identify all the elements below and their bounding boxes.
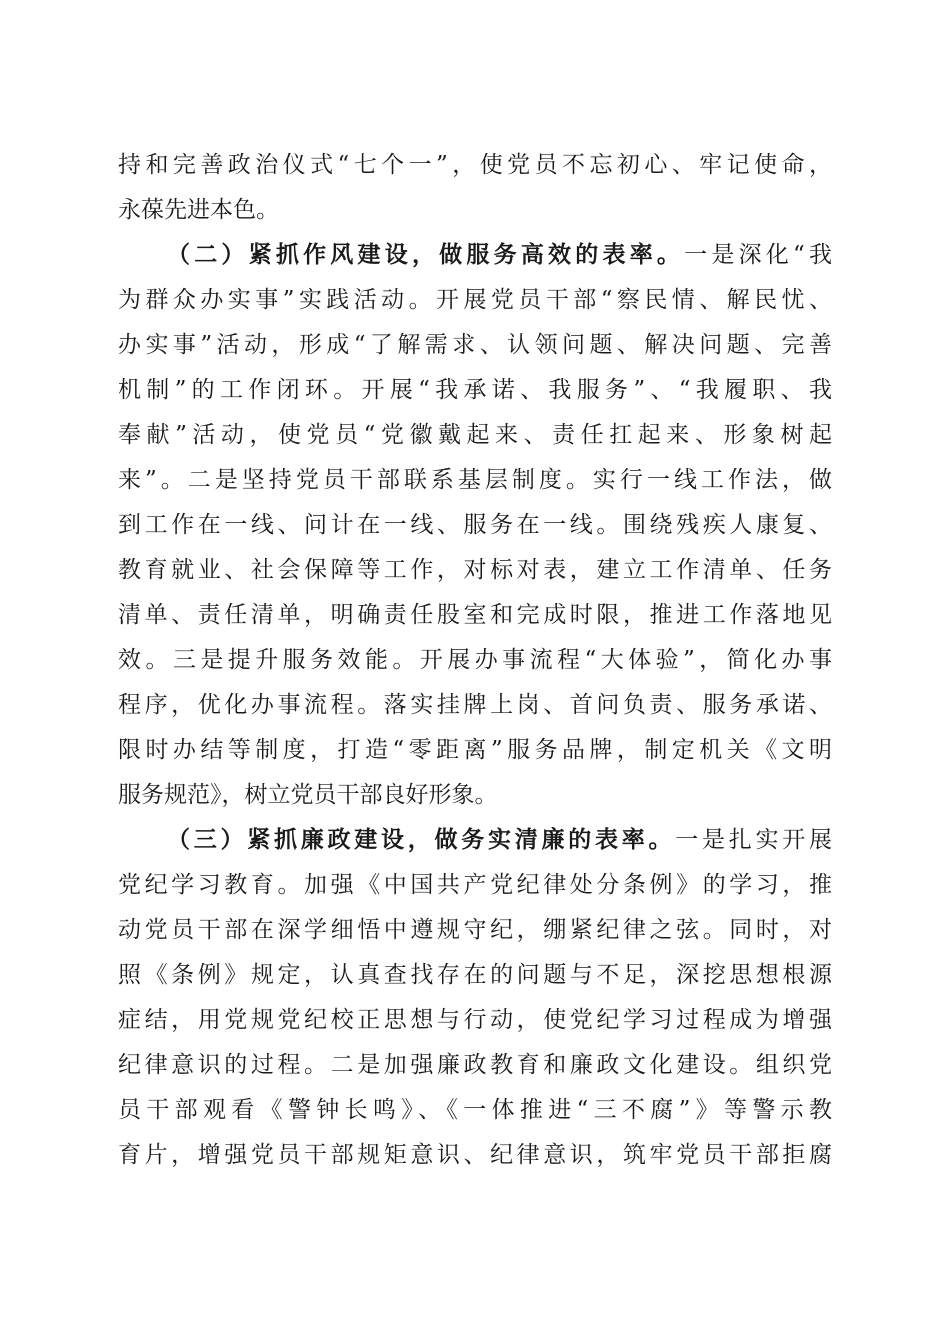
section2-line: 程序，优化办事流程。落实挂牌上岗、首问负责、服务承诺、 [118,692,832,718]
section3-line: 育片，增强党员干部规矩意识、纪律意识，筑牢党员干部拒腐 [118,1142,832,1168]
section2-heading: （二）紧抓作风建设，做服务高效的表率。 [167,241,685,268]
section2-line: 教育就业、社会保障等工作，对标对表，建立工作清单、任务 [118,557,832,583]
section2-first-line [167,238,832,272]
para1-line-2: 永葆先进本色。 [118,197,279,223]
para1-line-1: 持和完善政治仪式“七个一”，使党员不忘初心、牢记使命， [118,152,832,178]
section2-line: 为群众办实事”实践活动。开展党员干部“察民情、解民忧、 [118,287,832,313]
section3-line: 纪律意识的过程。二是加强廉政教育和廉政文化建设。组织党 [118,1052,832,1078]
section3-heading: （三）紧抓廉政建设，做务实清廉的表率。 [167,826,676,853]
section2-line: 清单、责任清单，明确责任股室和完成时限，推进工作落地见 [118,602,832,628]
section3-line: 员干部观看《警钟长鸣》、《一体推进“三不腐”》等警示教 [118,1097,832,1123]
section2-line: 机制”的工作闭环。开展“我承诺、我服务”、“我履职、我 [118,377,832,403]
section3-line: 党纪学习教育。加强《中国共产党纪律处分条例》的学习，推 [118,872,832,898]
section3-first-line [167,823,832,857]
section2-first-line-rest: 一是深化“我 [684,242,833,268]
section2-line-last: 服务规范》，树立党员干部良好形象。 [118,782,498,808]
section3-line: 照《条例》规定，认真查找存在的问题与不足，深挖思想根源 [118,962,832,988]
section2-line: 效。三是提升服务效能。开展办事流程“大体验”，简化办事 [118,647,832,673]
section2-line: 办实事”活动，形成“了解需求、认领问题、解决问题、完善 [118,332,832,358]
section2-line: 限时办结等制度，打造“零距离”服务品牌，制定机关《文明 [118,737,832,763]
section2-line: 来”。二是坚持党员干部联系基层制度。实行一线工作法，做 [118,467,832,493]
section3-first-line-rest: 一是扎实开展 [675,827,832,853]
section3-line: 动党员干部在深学细悟中遵规守纪，绷紧纪律之弦。同时，对 [118,917,832,943]
section2-line: 奉献”活动，使党员“党徽戴起来、责任扛起来、形象树起 [118,422,832,448]
section2-line: 到工作在一线、问计在一线、服务在一线。围绕残疾人康复、 [118,512,832,538]
section3-line: 症结，用党规党纪校正思想与行动，使党纪学习过程成为增强 [118,1007,832,1033]
